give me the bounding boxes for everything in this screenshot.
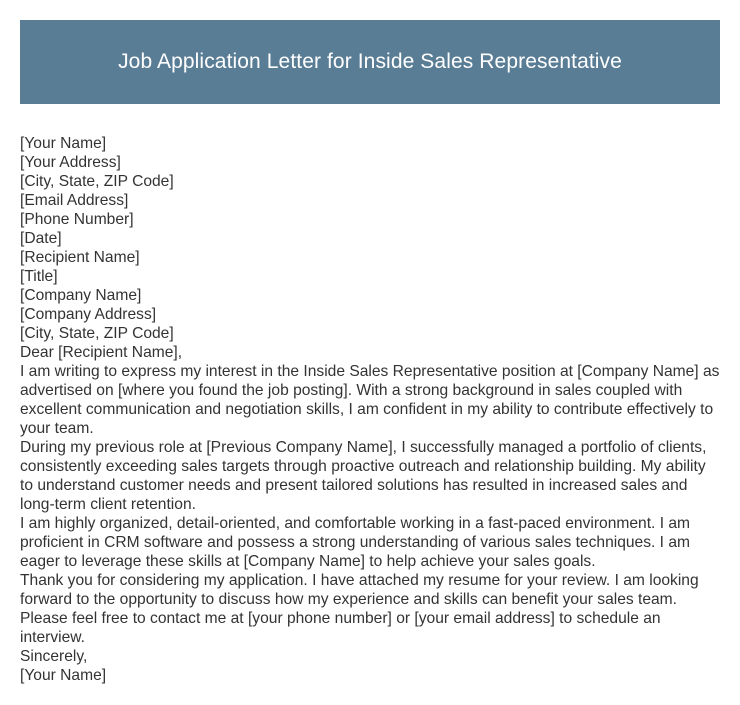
page-title: Job Application Letter for Inside Sales Representative	[118, 50, 622, 73]
sender-email: [Email Address]	[20, 192, 129, 209]
body-paragraph-interest: I am writing to express my interest in the Inside Sales Representative position at [Company Name] as advertised on [where you found the job posting]. With a strong background in sales coupled with excellent communication and negotiation skills, I am confident in my ability to contribute effectively to your team.	[20, 363, 720, 437]
signature-name: [Your Name]	[20, 667, 107, 684]
title-banner	[20, 20, 720, 104]
recipient-city-state-zip: [City, State, ZIP Code]	[20, 325, 174, 342]
body-paragraph-experience: During my previous role at [Previous Company Name], I successfully managed a portfolio of clients, consistently exceeding sales targets through proactive outreach and relationship building. My ability to understand customer needs and present tailored solutions has resulted in increased sales and long-term client retention.	[20, 439, 707, 513]
sender-city-state-zip: [City, State, ZIP Code]	[20, 173, 174, 190]
letter-body	[20, 134, 720, 685]
body-paragraph-closing: Thank you for considering my application. I have attached my resume for your review. I am looking forward to the opportunity to discuss how my experience and skills can benefit your sales team. Please feel free to contact me at [your phone number] or [your email address] to schedule an interview.	[20, 572, 699, 646]
letter-date: [Date]	[20, 230, 62, 247]
sender-phone: [Phone Number]	[20, 211, 134, 228]
salutation: Dear [Recipient Name],	[20, 344, 183, 361]
closing: Sincerely,	[20, 648, 88, 665]
recipient-name: [Recipient Name]	[20, 249, 140, 266]
recipient-company: [Company Name]	[20, 287, 142, 304]
recipient-company-address: [Company Address]	[20, 306, 157, 323]
sender-address: [Your Address]	[20, 154, 121, 171]
recipient-title: [Title]	[20, 268, 58, 285]
sender-name: [Your Name]	[20, 135, 107, 152]
body-paragraph-skills: I am highly organized, detail-oriented, and comfortable working in a fast-paced environment. I am proficient in CRM software and possess a strong understanding of various sales techniques. I am eager to leverage these skills at [Company Name] to help achieve your sales goals.	[20, 515, 691, 570]
